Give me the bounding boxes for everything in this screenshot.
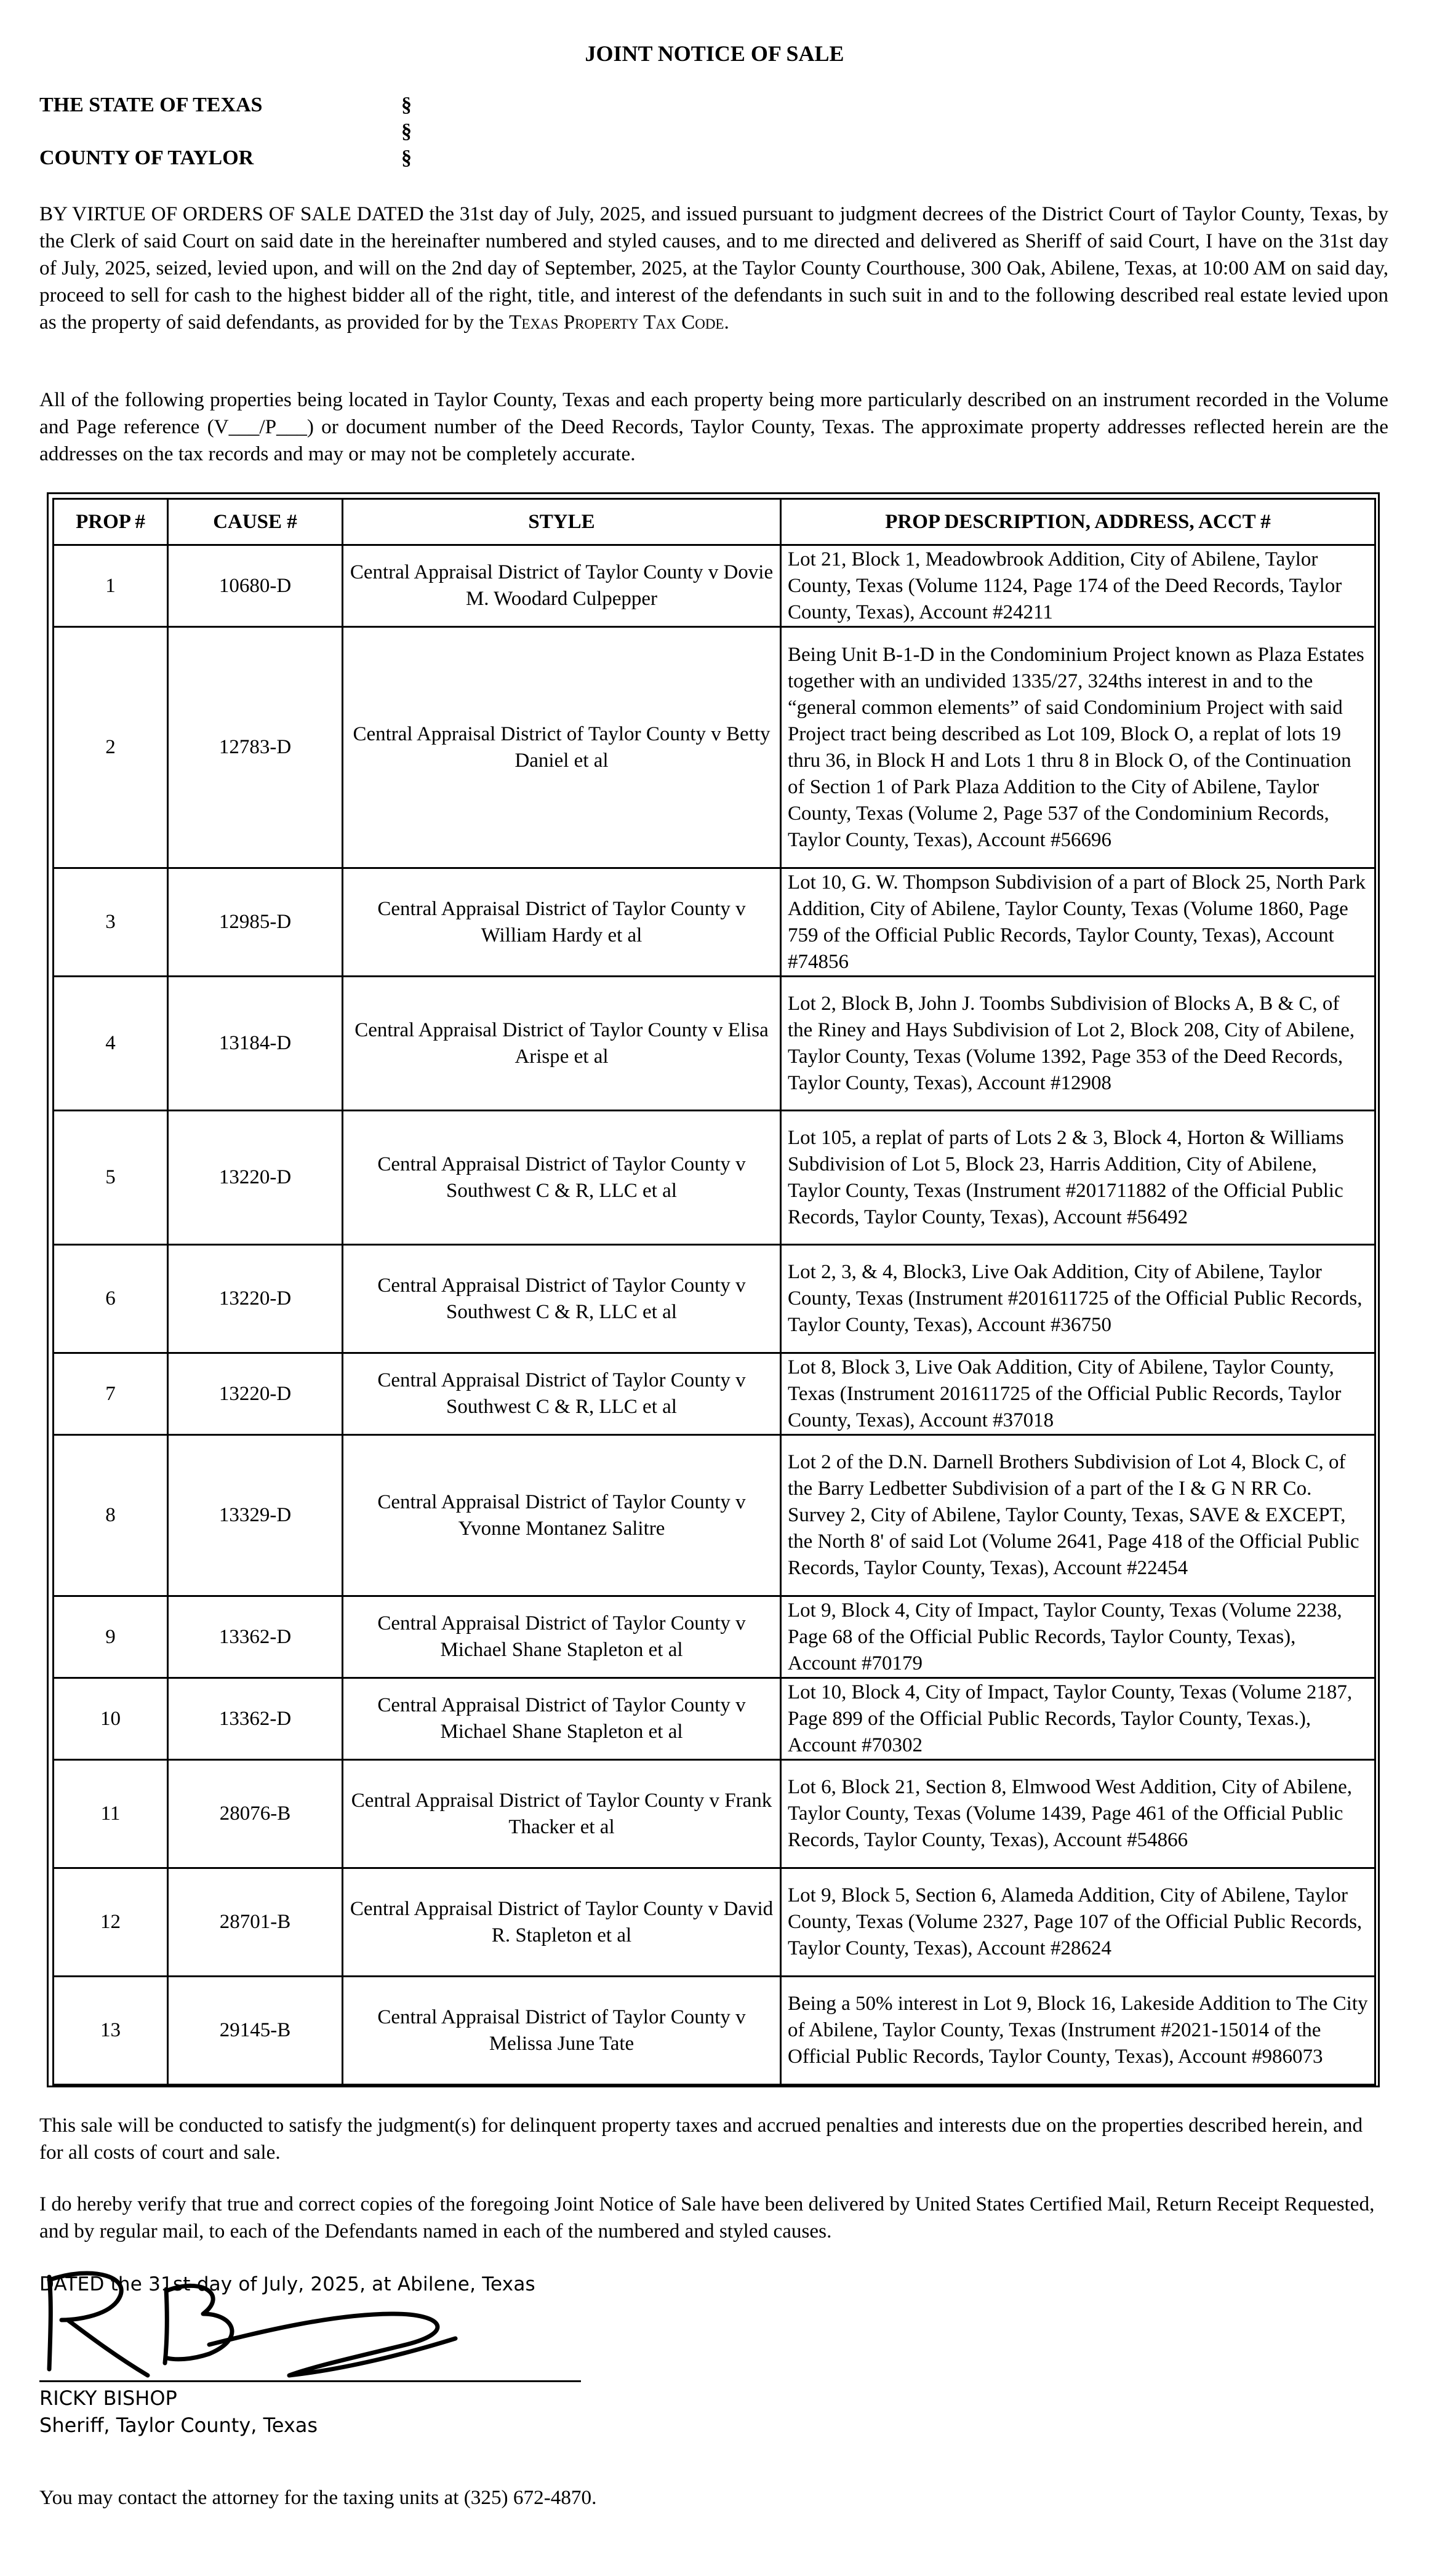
description-cell: Lot 21, Block 1, Meadowbrook Addition, City of Abilene, Taylor County, Texas (Volume 1124, Page 174 of the Deed Records, Taylor County, Texas), Account #24211	[781, 545, 1375, 627]
cause-number-cell: 13220-D	[168, 1353, 343, 1435]
prop-number-cell: 1	[54, 545, 168, 627]
description-cell: Lot 9, Block 5, Section 6, Alameda Addition, City of Abilene, Taylor County, Texas (Volume 2327, Page 107 of the Official Public Records, Taylor County, Texas), Account #28624	[781, 1868, 1375, 1977]
cause-number-cell: 12985-D	[168, 868, 343, 977]
cause-number-cell: 10680-D	[168, 545, 343, 627]
prop-number-cell: 13	[54, 1977, 168, 2085]
table-row	[54, 1245, 1375, 1353]
cause-number-cell: 13329-D	[168, 1435, 343, 1596]
table-row	[54, 1596, 1375, 1678]
header-prop-number: PROP #	[54, 499, 168, 545]
style-cell: Central Appraisal District of Taylor County v Southwest C & R, LLC et al	[343, 1353, 781, 1435]
prop-number-cell: 3	[54, 868, 168, 977]
property-table-frame	[47, 492, 1380, 2087]
tax-code-reference: Texas Property Tax Code.	[509, 311, 729, 334]
cause-number-cell: 13220-D	[168, 1111, 343, 1245]
header-description: PROP DESCRIPTION, ADDRESS, ACCT #	[781, 499, 1375, 545]
table-row	[54, 1111, 1375, 1245]
sheriff-title: Sheriff, Taylor County, Texas	[39, 2414, 318, 2437]
attorney-contact-line: You may contact the attorney for the taxing units at (325) 672-4870.	[39, 2486, 597, 2509]
description-cell: Lot 2, Block B, John J. Toombs Subdivision of Blocks A, B & C, of the Riney and Hays Subdivision of Lot 2, Block 208, City of Abilene, Taylor County, Texas (Volume 1392, Page 353 of the Deed Records, Taylor County, Texas), Account #12908	[781, 977, 1375, 1111]
description-cell: Lot 10, G. W. Thompson Subdivision of a part of Block 25, North Park Addition, City of Abilene, Taylor County, Texas (Volume 1860, Page 759 of the Official Public Records, Taylor County, Texas), Account #74856	[781, 868, 1375, 977]
prop-number-cell: 7	[54, 1353, 168, 1435]
table-row	[54, 545, 1375, 627]
description-cell: Being Unit B-1-D in the Condominium Project known as Plaza Estates together with an undivided 1335/27, 324ths interest in and to the “general common elements” of said Condominium Project with said Project tract being described as Lot 109, Block O, a replat of lots 19 thru 36, in Block H and Lots 1 thru 8 in Block O, of the Continuation of Section 1 of Park Plaza Addition to the City of Abilene, Taylor County, Texas (Volume 2, Page 537 of the Condominium Records, Taylor County, Texas), Account #56696	[781, 627, 1375, 868]
description-cell: Lot 10, Block 4, City of Impact, Taylor County, Texas (Volume 2187, Page 899 of the Official Public Records, Taylor County, Texas.), Account #70302	[781, 1678, 1375, 1760]
description-cell: Being a 50% interest in Lot 9, Block 16, Lakeside Addition to The City of Abilene, Taylor County, Texas (Instrument #2021-15014 of the Official Public Records, Taylor County, Texas), Account #986073	[781, 1977, 1375, 2085]
prop-number-cell: 6	[54, 1245, 168, 1353]
property-table	[52, 498, 1376, 2086]
prop-number-cell: 5	[54, 1111, 168, 1245]
prop-number-cell: 10	[54, 1678, 168, 1760]
handwritten-signature	[25, 2252, 492, 2388]
style-cell: Central Appraisal District of Taylor County v Yvonne Montanez Salitre	[343, 1435, 781, 1596]
table-row	[54, 1678, 1375, 1760]
style-cell: Central Appraisal District of Taylor County v David R. Stapleton et al	[343, 1868, 781, 1977]
cause-number-cell: 28701-B	[168, 1868, 343, 1977]
section-symbol-3: §	[401, 146, 412, 169]
table-row	[54, 1435, 1375, 1596]
style-cell: Central Appraisal District of Taylor County v Southwest C & R, LLC et al	[343, 1111, 781, 1245]
caption-state: THE STATE OF TEXAS	[39, 94, 263, 116]
style-cell: Central Appraisal District of Taylor County v Melissa June Tate	[343, 1977, 781, 2085]
property-location-paragraph: All of the following properties being located in Taylor County, Texas and each property being more particularly described on an instrument recorded in the Volume and Page reference (V___/P___) or document number of the Deed Records, Taylor County, Texas. The approximate property addresses reflected herein are the addresses on the tax records and may or may not be completely accurate.	[39, 388, 1388, 465]
table-row	[54, 627, 1375, 868]
prop-number-cell: 12	[54, 1868, 168, 1977]
verification-paragraph: I do hereby verify that true and correct copies of the foregoing Joint Notice of Sale have been delivered by United States Certified Mail, Return Receipt Requested, and by regular mail, to each of the Defendants named in each of the numbered and styled causes.	[39, 2193, 1375, 2242]
section-symbol-1: §	[401, 94, 412, 116]
section-symbol-2: §	[401, 120, 412, 143]
prop-number-cell: 11	[54, 1760, 168, 1868]
table-row	[54, 868, 1375, 977]
style-cell: Central Appraisal District of Taylor County v William Hardy et al	[343, 868, 781, 977]
sale-purpose-paragraph: This sale will be conducted to satisfy the judgment(s) for delinquent property taxes and accrued penalties and interests due on the properties described herein, and for all costs of court and sale.	[39, 2114, 1363, 2164]
caption-county: COUNTY OF TAYLOR	[39, 146, 254, 169]
description-cell: Lot 9, Block 4, City of Impact, Taylor County, Texas (Volume 2238, Page 68 of the Official Public Records, Taylor County, Texas), Account #70179	[781, 1596, 1375, 1678]
style-cell: Central Appraisal District of Taylor County v Michael Shane Stapleton et al	[343, 1678, 781, 1760]
sheriff-name: RICKY BISHOP	[39, 2386, 177, 2410]
prop-number-cell: 9	[54, 1596, 168, 1678]
cause-number-cell: 13220-D	[168, 1245, 343, 1353]
description-cell: Lot 2, 3, & 4, Block3, Live Oak Addition, City of Abilene, Taylor County, Texas (Instrument #201611725 of the Official Public Records, Taylor County, Texas), Account #36750	[781, 1245, 1375, 1353]
style-cell: Central Appraisal District of Taylor County v Dovie M. Woodard Culpepper	[343, 545, 781, 627]
table-row	[54, 1353, 1375, 1435]
table-header-row	[54, 499, 1375, 545]
table-row	[54, 1868, 1375, 1977]
table-row	[54, 1760, 1375, 1868]
style-cell: Central Appraisal District of Taylor County v Betty Daniel et al	[343, 627, 781, 868]
table-row	[54, 1977, 1375, 2085]
cause-number-cell: 12783-D	[168, 627, 343, 868]
description-cell: Lot 105, a replat of parts of Lots 2 & 3, Block 4, Horton & Williams Subdivision of Lot 5, Block 23, Harris Addition, City of Abilene, Taylor County, Texas (Instrument #201711882 of the Official Public Records, Taylor County, Texas), Account #56492	[781, 1111, 1375, 1245]
style-cell: Central Appraisal District of Taylor County v Frank Thacker et al	[343, 1760, 781, 1868]
dated-line: DATED the 31st day of July, 2025, at Abilene, Texas	[39, 2273, 535, 2295]
style-cell: Central Appraisal District of Taylor County v Michael Shane Stapleton et al	[343, 1596, 781, 1678]
order-of-sale-paragraph	[39, 201, 1388, 336]
description-cell: Lot 8, Block 3, Live Oak Addition, City of Abilene, Taylor County, Texas (Instrument 201611725 of the Official Public Records, Taylor County, Texas), Account #37018	[781, 1353, 1375, 1435]
cause-number-cell: 29145-B	[168, 1977, 343, 2085]
description-cell: Lot 6, Block 21, Section 8, Elmwood West Addition, City of Abilene, Taylor County, Texas (Volume 1439, Page 461 of the Official Public Records, Taylor County, Texas), Account #54866	[781, 1760, 1375, 1868]
header-cause-number: CAUSE #	[168, 499, 343, 545]
prop-number-cell: 8	[54, 1435, 168, 1596]
style-cell: Central Appraisal District of Taylor County v Southwest C & R, LLC et al	[343, 1245, 781, 1353]
style-cell: Central Appraisal District of Taylor County v Elisa Arispe et al	[343, 977, 781, 1111]
document-title: JOINT NOTICE OF SALE	[585, 41, 844, 66]
cause-number-cell: 28076-B	[168, 1760, 343, 1868]
signature-line	[39, 2380, 581, 2382]
header-style: STYLE	[343, 499, 781, 545]
prop-number-cell: 2	[54, 627, 168, 868]
cause-number-cell: 13184-D	[168, 977, 343, 1111]
cause-number-cell: 13362-D	[168, 1678, 343, 1760]
description-cell: Lot 2 of the D.N. Darnell Brothers Subdivision of Lot 4, Block C, of the Barry Ledbetter Subdivision of a part of the I & G N RR Co. Survey 2, City of Abilene, Taylor County, Texas, SAVE & EXCEPT, the North 8' of said Lot (Volume 2641, Page 418 of the Official Public Records, Taylor County, Texas), Account #22454	[781, 1435, 1375, 1596]
order-of-sale-text: BY VIRTUE OF ORDERS OF SALE DATED the 31st day of July, 2025, and issued pursuant to judgment decrees of the District Court of Taylor County, Texas, by the Clerk of said Court on said date in the hereinafter numbered and styled causes, and to me directed and delivered as Sheriff of said Court, I have on the 31st day of July, 2025, seized, levied upon, and will on the 2nd day of September, 2025, at the Taylor County Courthouse, 300 Oak, Abilene, Texas, at 10:00 AM on said day, proceed to sell for cash to the highest bidder all of the right, title, and interest of the defendants in such suit in and to the following described real estate levied upon as the property of said defendants, as provided for by the	[39, 202, 1388, 334]
cause-number-cell: 13362-D	[168, 1596, 343, 1678]
prop-number-cell: 4	[54, 977, 168, 1111]
table-row	[54, 977, 1375, 1111]
